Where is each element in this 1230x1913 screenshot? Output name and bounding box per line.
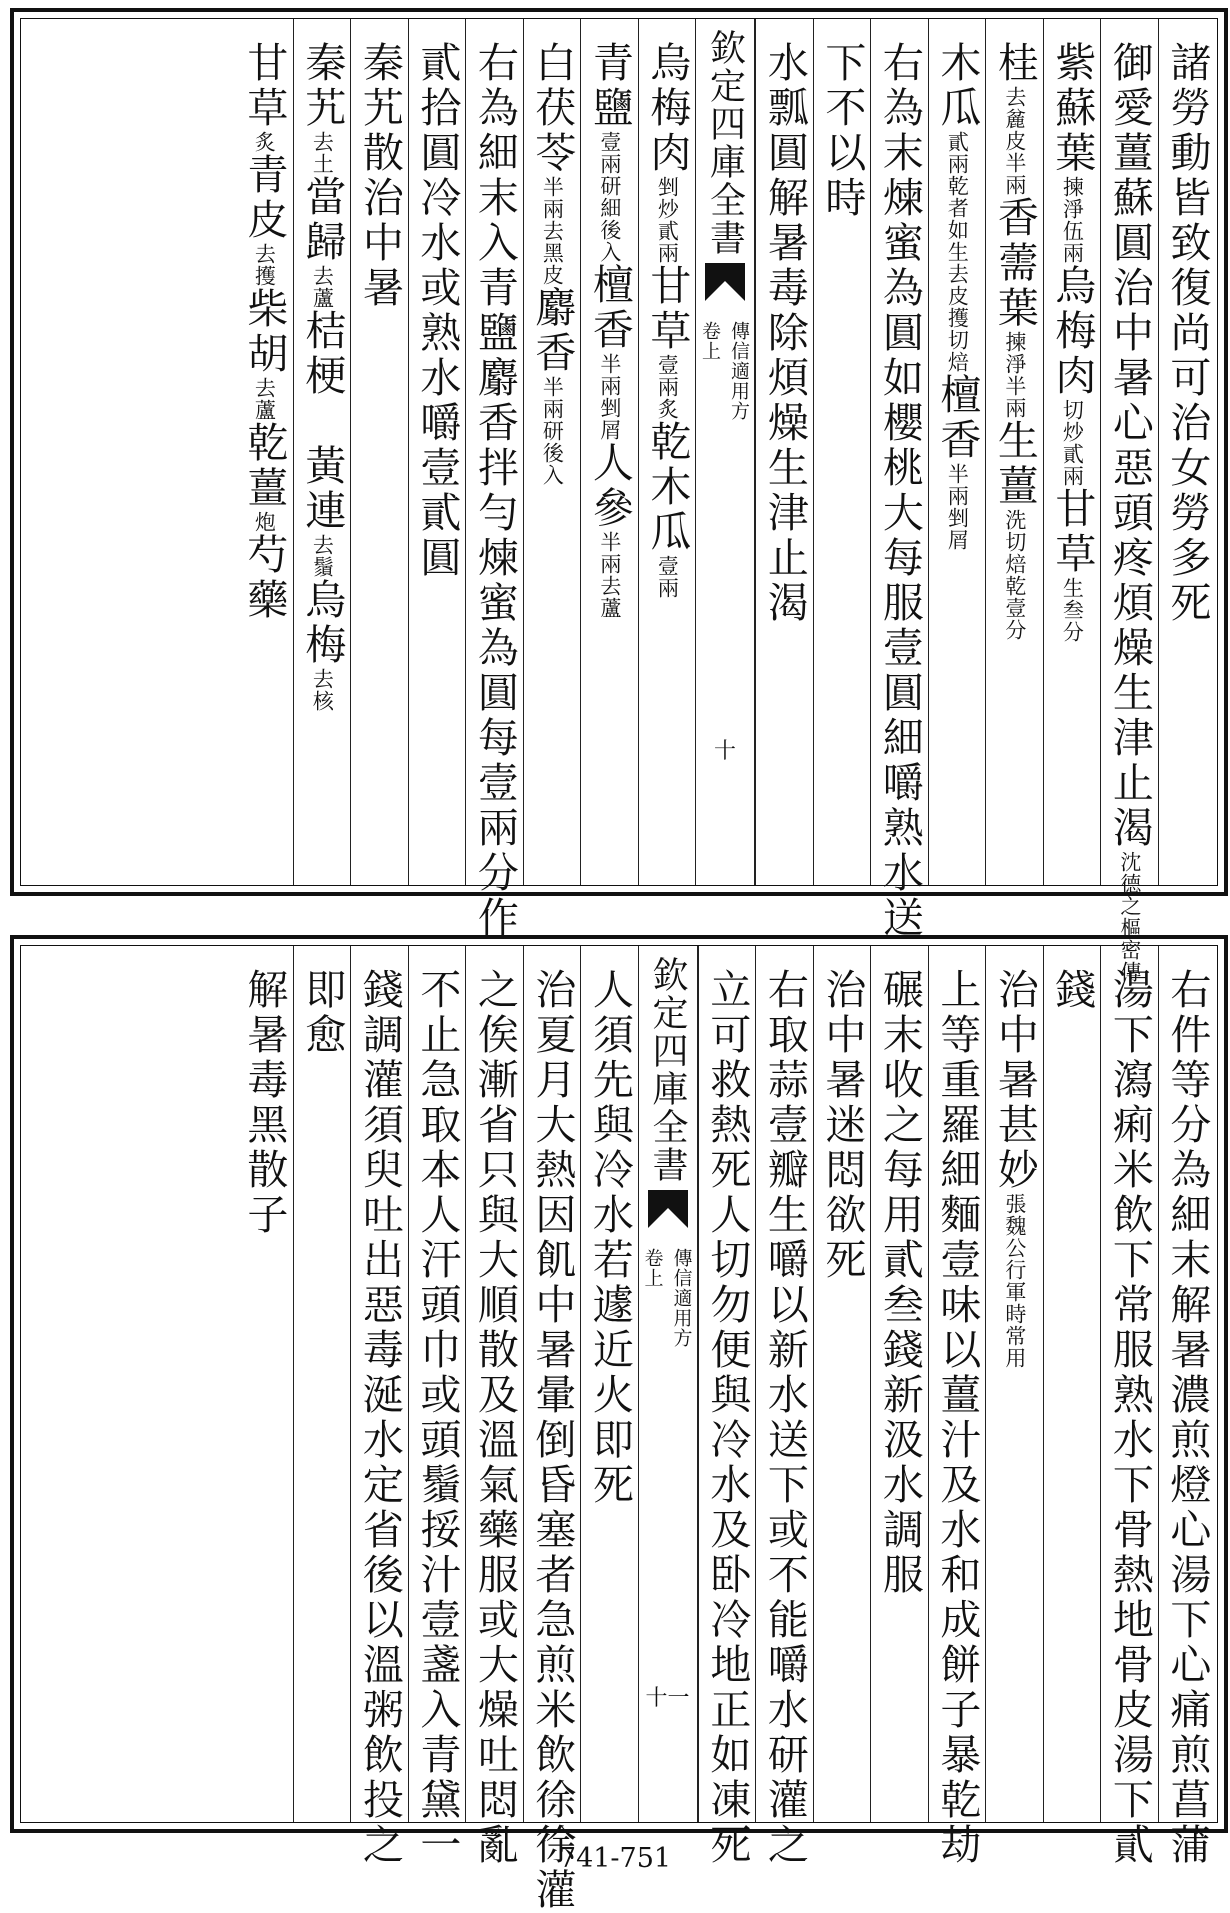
text-column (813, 19, 871, 885)
main-text: 白茯苓 (528, 41, 577, 176)
main-text: 秦艽 (298, 41, 347, 131)
fish-tail-mark-icon (705, 263, 745, 301)
main-text: 治中暑迷悶欲死 (818, 968, 867, 1283)
main-text: 治夏月大熱因飢中暑暈倒昏塞者急煎米飲徐徐灌 (528, 968, 577, 1913)
text-column (235, 19, 293, 885)
center-subtitle (697, 321, 753, 421)
main-text: 青鹽 (585, 41, 634, 131)
main-text: 青皮 (240, 153, 289, 243)
center-subtitle (640, 1248, 696, 1348)
text-column (1043, 19, 1101, 885)
annotation-note: 半兩去黑皮 (540, 176, 565, 286)
text-column (1158, 19, 1216, 885)
main-text: 柴胡 (240, 287, 289, 377)
annotation-note: 半兩剉屑 (945, 463, 970, 551)
text-column (870, 946, 928, 1822)
text-column (523, 19, 581, 885)
main-text: 水瓢圓解暑毒除煩燥生津止渴 (760, 41, 809, 626)
column-text (875, 41, 924, 941)
annotation-note: 炮 (252, 511, 277, 533)
annotation-note: 洗切焙乾壹分 (1002, 509, 1027, 641)
folio-number: 十 (713, 739, 736, 764)
column-text (586, 41, 633, 885)
text-column (870, 19, 928, 941)
annotation-note: 貳兩乾者如生去皮擭切焙 (945, 131, 970, 373)
main-text: 碾末收之每用貳叁錢新汲水調服 (875, 968, 924, 1598)
center-fold (695, 19, 755, 885)
text-column (698, 946, 756, 1868)
main-text: 香薷葉 (990, 196, 1039, 331)
main-text: 諸勞動皆致復尚可治女勞多死 (1163, 41, 1212, 626)
main-text: 解暑毒黑散子 (240, 968, 289, 1238)
annotation-note: 去蘆 (310, 265, 335, 309)
annotation-note: 張魏公行軍時常用 (1002, 1193, 1027, 1369)
annotation-note: 沈德之樞密傳 (1117, 851, 1142, 983)
column-text (643, 41, 690, 885)
text-column (293, 19, 351, 885)
main-text: 不止急取本人汗頭巾或頭鬚挼汁壹盞入青黛一 (413, 968, 462, 1868)
column-text (355, 968, 404, 1868)
main-text: 御愛薑蘇圓治中暑心惡頭疼煩燥生津止渴 (1105, 41, 1154, 851)
main-text: 芍藥 (240, 533, 289, 623)
column-text (413, 968, 462, 1868)
column-text (528, 41, 575, 885)
folio-number: 十一 (645, 1686, 690, 1711)
annotation-note: 去蘆 (252, 377, 277, 421)
main-text: 乾木瓜 (643, 420, 692, 555)
column-text (240, 968, 287, 1822)
column-text (818, 41, 865, 885)
text-column (755, 19, 813, 885)
column-text (356, 41, 403, 885)
main-text: 生薑 (990, 419, 1039, 509)
text-column (1100, 19, 1158, 983)
text-column (1158, 946, 1216, 1868)
juan-label: 卷上 (699, 321, 721, 361)
main-text: 右取蒜壹瓣生嚼以新水送下或不能嚼水研灌之 (760, 968, 809, 1868)
main-text: 紫蘇葉 (1048, 41, 1097, 176)
column-text (1105, 41, 1154, 983)
column-text (761, 41, 808, 885)
column-text (818, 968, 865, 1822)
book-title: 欽定四庫全書 (647, 956, 688, 1184)
annotation-note: 壹兩炙 (655, 354, 680, 420)
fish-tail-mark-icon (648, 1190, 688, 1228)
main-text: 即愈 (298, 968, 347, 1058)
column-text (703, 968, 752, 1868)
main-text: 當歸 (298, 175, 347, 265)
column-text (991, 968, 1038, 1822)
main-text: 之俟漸省只與大順散及溫氣藥服或大燥吐悶亂 (470, 968, 519, 1868)
text-column (580, 946, 638, 1822)
annotation-note: 壹兩 (655, 555, 680, 599)
text-column (755, 946, 813, 1868)
column-text (933, 968, 982, 1868)
main-text: 立可救熱死人切勿便與冷水及卧冷地正如凍死 (703, 968, 752, 1868)
main-text: 桔梗 (298, 309, 347, 399)
top-page (10, 8, 1228, 983)
main-text: 上等重羅細麵壹味以薑汁及水和成餅子暴乾劫 (933, 968, 982, 1868)
column-text (760, 968, 809, 1868)
center-fold (638, 946, 698, 1822)
main-text: 烏梅 (298, 578, 347, 668)
text-column (523, 946, 581, 1913)
main-text: 甘草 (240, 41, 289, 131)
main-text: 乾薑 (240, 421, 289, 511)
text-column (235, 946, 293, 1822)
annotation-note: 切炒貳兩 (1060, 399, 1085, 487)
text-column (813, 946, 871, 1822)
column-text (1163, 41, 1210, 885)
column-text (991, 41, 1038, 885)
annotation-note: 去核 (310, 668, 335, 712)
annotation-note: 半兩去蘆 (597, 531, 622, 619)
short-title: 傳信適用方 (670, 1248, 693, 1348)
main-text: 秦艽散治中暑 (355, 41, 404, 311)
main-text: 錢調灌須臾吐出惡毒涎水定省後以溫粥飲投之 (355, 968, 404, 1868)
main-text: 黃連 (298, 444, 347, 534)
page-number: 741-751 (558, 1843, 672, 1874)
main-text: 右件等分為細末解暑濃煎燈心湯下心痛煎菖蒲 (1163, 968, 1212, 1868)
juan-label: 卷上 (641, 1248, 664, 1288)
annotation-note: 揀淨伍兩 (1060, 176, 1085, 264)
annotation-note: 去擭 (252, 243, 277, 287)
column-text (298, 968, 345, 1822)
short-title: 傳信適用方 (728, 321, 750, 421)
annotation-note: 去土 (310, 131, 335, 175)
text-column (465, 19, 523, 941)
column-text (586, 968, 633, 1822)
column-text (876, 968, 923, 1822)
main-text: 麝香 (528, 286, 577, 376)
column-text (528, 968, 577, 1913)
annotation-note: 生叁分 (1060, 577, 1085, 643)
annotation-note: 剉炒貳兩 (655, 176, 680, 264)
column-text (1163, 968, 1212, 1868)
main-text: 烏梅肉 (1048, 264, 1097, 399)
annotation-note: 揀淨半兩 (1002, 331, 1027, 419)
text-column (985, 19, 1043, 885)
text-column (638, 19, 696, 885)
main-text: 木瓜 (933, 41, 982, 131)
text-column (408, 946, 466, 1868)
text-column (985, 946, 1043, 1822)
text-column (465, 946, 523, 1868)
main-text: 治中暑甚妙 (990, 968, 1039, 1193)
main-text: 烏梅肉 (643, 41, 692, 176)
main-text: 甘草 (643, 264, 692, 354)
column-text (240, 41, 287, 885)
text-column (1100, 946, 1158, 1868)
text-column (350, 946, 408, 1868)
main-text: 貳拾圓冷水或熟水嚼壹貳圓 (413, 41, 462, 581)
annotation-note: 炙 (252, 131, 277, 153)
annotation-note: 半兩研後入 (540, 376, 565, 486)
annotation-note: 去鬚 (310, 534, 335, 578)
text-column (293, 946, 351, 1822)
column-text (470, 968, 519, 1868)
main-text: 右為細末入青鹽麝香拌勻煉蜜為圓每壹兩分作 (470, 41, 519, 941)
column-text (1048, 41, 1095, 885)
main-text: 桂 (990, 41, 1039, 86)
text-column (928, 19, 986, 885)
main-text: 人參 (585, 441, 634, 531)
annotation-note: 去麄皮半兩 (1002, 86, 1027, 196)
main-text: 下不以時 (818, 41, 867, 221)
column-text (933, 41, 980, 885)
column-text (1105, 968, 1154, 1868)
text-column (580, 19, 638, 885)
column-text (413, 41, 460, 885)
main-text: 檀香 (933, 373, 982, 463)
main-text: 甘草 (1048, 487, 1097, 577)
book-title: 欽定四庫全書 (704, 29, 746, 257)
main-text: 右為末煉蜜為圓如櫻桃大每服壹圓細嚼熟水送 (875, 41, 924, 941)
text-column (928, 946, 986, 1868)
text-column (408, 19, 466, 885)
annotation-note: 半兩剉屑 (597, 353, 622, 441)
text-column (350, 19, 408, 885)
main-text: 人須先與冷水若遽近火即死 (585, 968, 634, 1508)
column-text (470, 41, 519, 941)
main-text (298, 399, 346, 444)
column-text (1048, 968, 1095, 1822)
annotation-note: 壹兩研細後入 (597, 131, 622, 263)
text-column (1043, 946, 1101, 1822)
column-text (298, 41, 345, 885)
main-text: 檀香 (585, 263, 634, 353)
main-text: 錢 (1048, 968, 1097, 1013)
main-text: 湯下瀉痢米飲下常服熟水下骨熱地骨皮湯下貳 (1105, 968, 1154, 1868)
